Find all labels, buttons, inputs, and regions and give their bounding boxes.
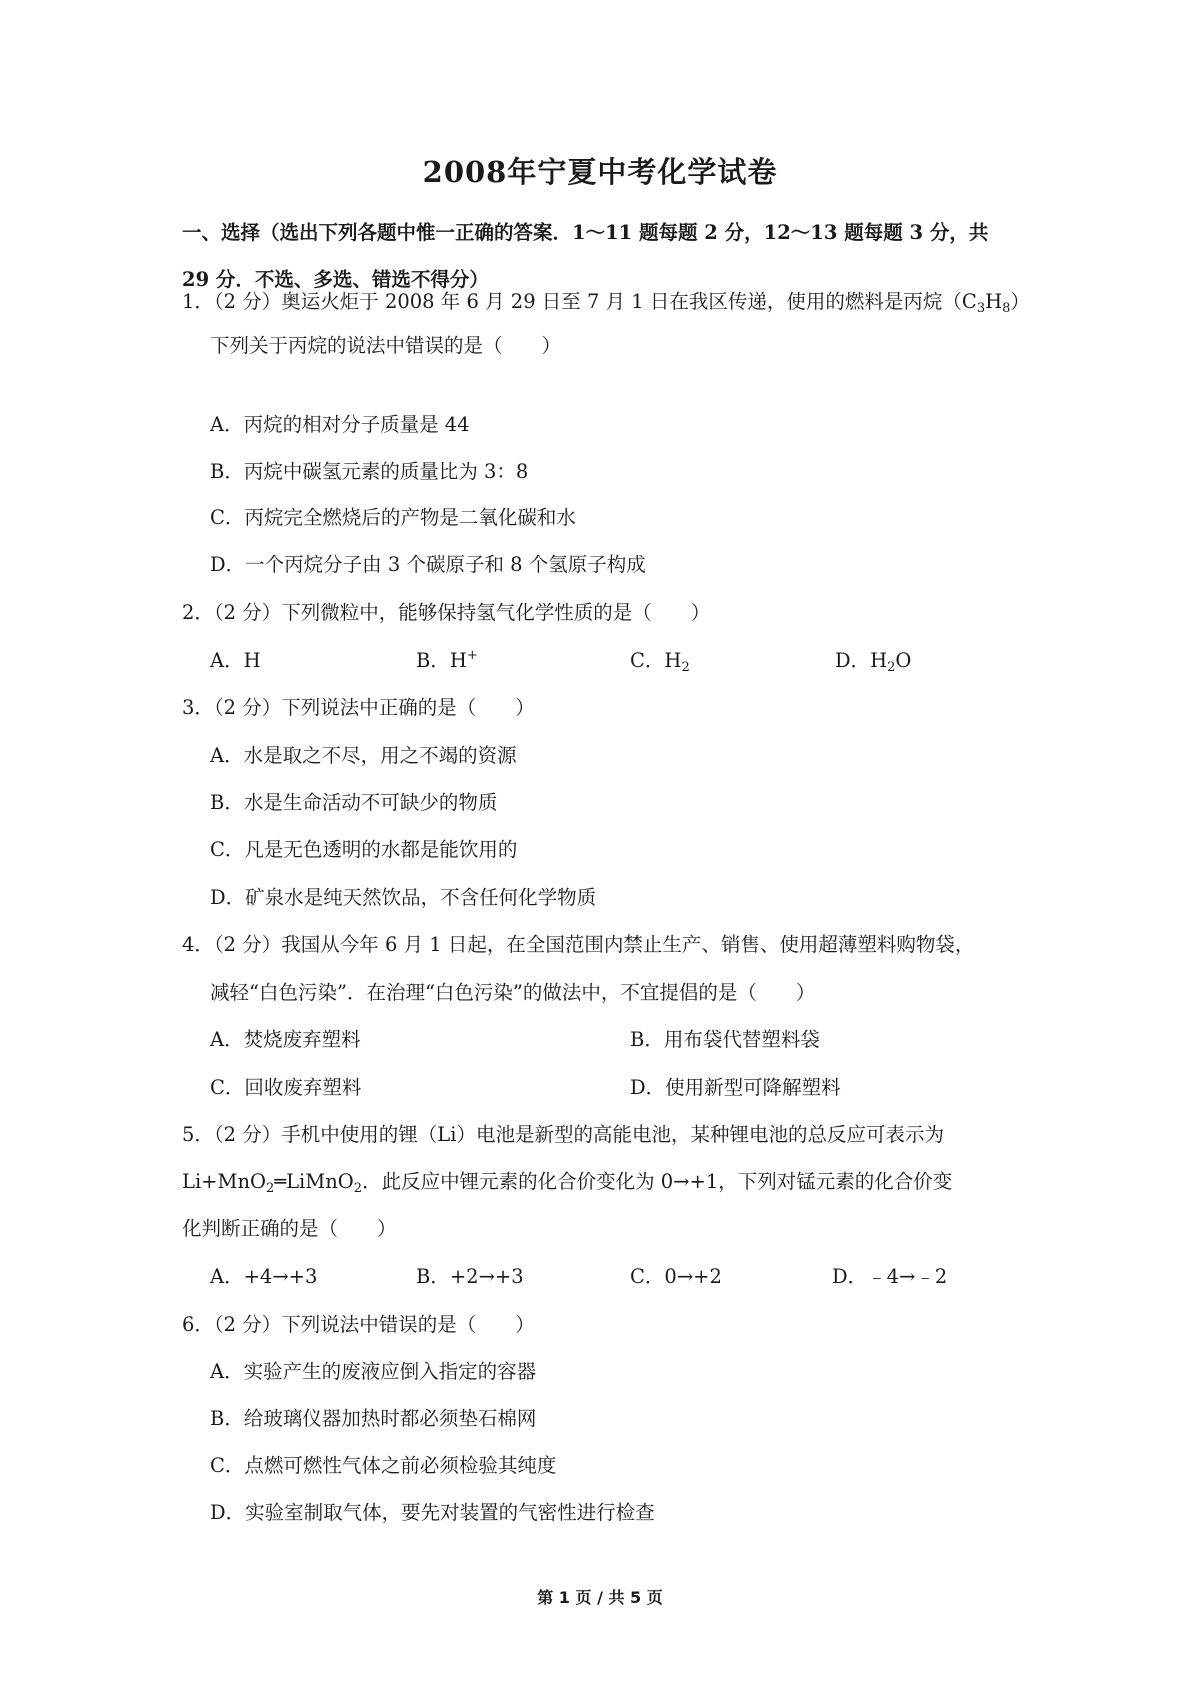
q6-option-b: B．给玻璃仪器加热时都必须垫石棉网 [210, 1407, 537, 1430]
q4-option-d: D．使用新型可降解塑料 [630, 1076, 841, 1099]
page-footer: 第 1 页 / 共 5 页 [537, 1588, 663, 1607]
q3-option-c: C．凡是无色透明的水都是能饮用的 [210, 838, 518, 861]
q1-stem-line-2: 下列关于丙烷的说法中错误的是（ ） [210, 334, 562, 357]
q1-option-a: A．丙烷的相对分子质量是 44 [210, 413, 470, 436]
q1-option-b: B．丙烷中碳氢元素的质量比为 3：8 [210, 460, 529, 483]
q4-stem-line-1: 4．（2 分）我国从今年 6 月 1 日起，在全国范围内禁止生产、销售、使用超薄塑料购物袋， [182, 933, 975, 956]
q5-stem-line-3: 化判断正确的是（ ） [182, 1217, 397, 1240]
q6-option-d: D．实验室制取气体，要先对装置的气密性进行检查 [210, 1501, 655, 1524]
q5-stem-line-2: Li+MnO$_2$═LiMnO$_2$．此反应中锂元素的化合价变化为 0→+1，下列对锰元素的化合价变 [182, 1170, 953, 1196]
section-heading-line-2: 29 分．不选、多选、错选不得分） [182, 268, 489, 291]
q6-option-c: C．点燃可燃性气体之前必须检验其纯度 [210, 1454, 557, 1477]
q4-stem-line-2: 减轻“白色污染”．在治理“白色污染”的做法中，不宜提倡的是（ ） [210, 981, 816, 1004]
q3-option-a: A．水是取之不尽，用之不竭的资源 [210, 744, 517, 767]
q5-option-b: B．+2→+3 [416, 1265, 524, 1288]
q4-option-c: C．回收废弃塑料 [210, 1076, 362, 1099]
page-title: 2008年宁夏中考化学试卷 [422, 155, 778, 189]
q5-option-d: D．﹣4→﹣2 [832, 1265, 948, 1288]
q2-option-d: D．$H_2O$ [835, 649, 912, 675]
q6-option-a: A．实验产生的废液应倒入指定的容器 [210, 1360, 537, 1383]
q2-option-c: C．$H_2$ [630, 649, 690, 675]
q2-option-a: A．H [210, 649, 261, 672]
q6-stem: 6．（2 分）下列说法中错误的是（ ） [182, 1313, 535, 1336]
q5-stem-line-1: 5．（2 分）手机中使用的锂（Li）电池是新型的高能电池，某种锂电池的总反应可表示为 [182, 1123, 944, 1146]
q1-option-c: C．丙烷完全燃烧后的产物是二氧化碳和水 [210, 506, 576, 529]
q5-option-c: C．0→+2 [630, 1265, 722, 1288]
q5-option-a: A．+4→+3 [210, 1265, 318, 1288]
q2-option-b: B．H+ [416, 648, 478, 672]
q4-option-a: A．焚烧废弃塑料 [210, 1028, 361, 1051]
q4-option-b: B．用布袋代替塑料袋 [630, 1028, 820, 1051]
q1-option-d: D．一个丙烷分子由 3 个碳原子和 8 个氢原子构成 [210, 553, 646, 576]
q3-option-d: D．矿泉水是纯天然饮品，不含任何化学物质 [210, 886, 597, 909]
section-heading-line-1: 一、选择（选出下列各题中惟一正确的答案．1～11 题每题 2 分，12～13 题每题 3 分，共 [182, 221, 989, 244]
q2-stem: 2．（2 分）下列微粒中，能够保持氢气化学性质的是（ ） [182, 601, 711, 624]
q3-stem: 3．（2 分）下列说法中正确的是（ ） [182, 696, 535, 719]
q3-option-b: B．水是生命活动不可缺少的物质 [210, 791, 498, 814]
q1-stem-line-1: 1．（2 分）奥运火炬于 2008 年 6 月 29 日至 7 月 1 日在我区传递，使用的燃料是丙烷$(C_3H_8)$ [182, 290, 1030, 316]
